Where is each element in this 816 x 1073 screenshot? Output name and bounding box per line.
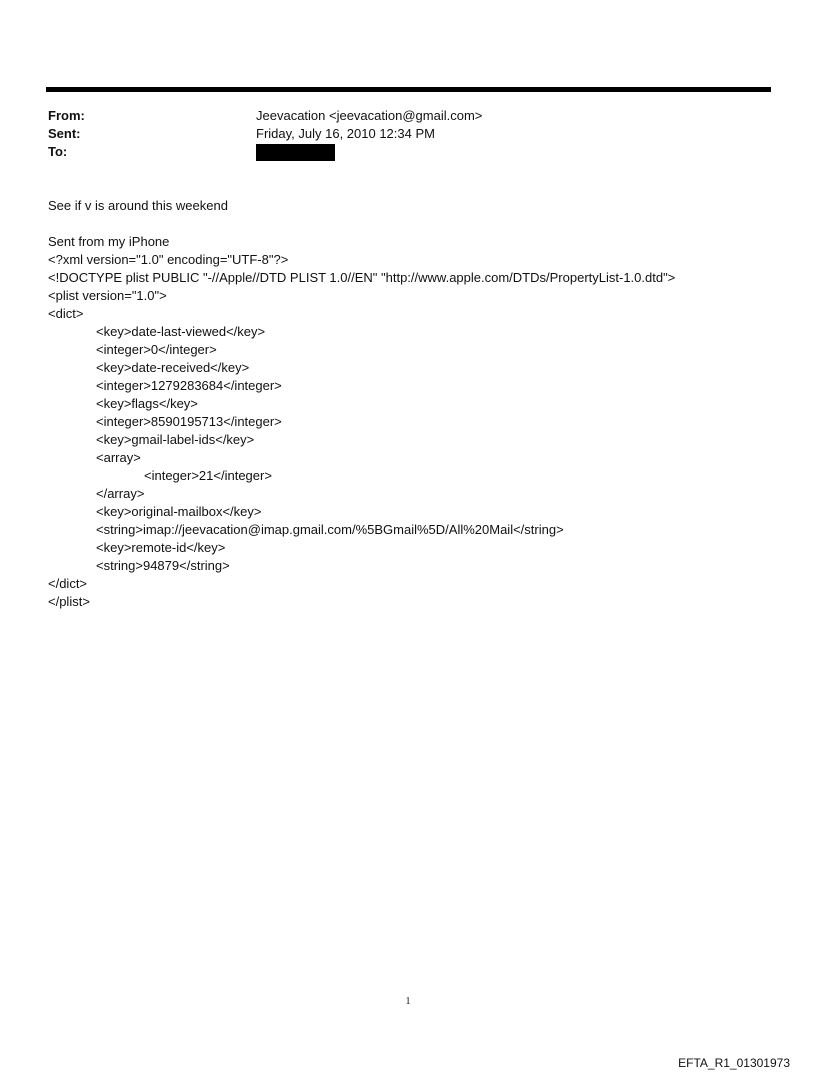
plist-line: <integer>21</integer>: [144, 468, 272, 483]
page-number: 1: [405, 996, 411, 1007]
plist-line: <dict>: [48, 306, 84, 321]
plist-line: <key>gmail-label-ids</key>: [96, 432, 255, 447]
plist-line: </array>: [96, 486, 145, 501]
plist-line: <?xml version="1.0" encoding="UTF-8"?>: [48, 252, 289, 267]
plist-line: <key>date-last-viewed</key>: [96, 324, 266, 339]
email-body: [48, 197, 788, 611]
plist-line: <integer>1279283684</integer>: [96, 378, 282, 393]
plist-line: <string>imap://jeevacation@imap.gmail.com/%5BGmail%5D/All%20Mail</string>: [96, 522, 564, 537]
email-header: [48, 107, 768, 161]
from-label: From:: [48, 108, 85, 123]
spacer: [48, 215, 788, 233]
plist-line: <integer>8590195713</integer>: [96, 414, 282, 429]
header-rule: [46, 87, 771, 92]
bates-number: EFTA_R1_01301973: [678, 1056, 790, 1070]
from-row: [48, 107, 768, 125]
to-row: [48, 143, 768, 161]
plist-line: <array>: [96, 450, 141, 465]
plist-line: <!DOCTYPE plist PUBLIC "-//Apple//DTD PLIST 1.0//EN" "http://www.apple.com/DTDs/PropertyList-1.0.dtd">: [48, 270, 676, 285]
message-text: See if v is around this weekend: [48, 198, 228, 213]
plist-line: </dict>: [48, 576, 88, 591]
plist-line: <key>flags</key>: [96, 396, 198, 411]
sent-row: [48, 125, 768, 143]
plist-line: <plist version="1.0">: [48, 288, 167, 303]
plist-line: <string>94879</string>: [96, 558, 230, 573]
plist-line: </plist>: [48, 594, 90, 609]
plist-line: <key>date-received</key>: [96, 360, 250, 375]
plist-line: <key>remote-id</key>: [96, 540, 226, 555]
to-label: To:: [48, 144, 68, 159]
sent-label: Sent:: [48, 126, 81, 141]
signature-text: Sent from my iPhone: [48, 234, 170, 249]
plist-line: <key>original-mailbox</key>: [96, 504, 262, 519]
plist-line: <integer>0</integer>: [96, 342, 217, 357]
redacted-recipient: [256, 144, 335, 161]
from-value: Jeevacation <jeevacation@gmail.com>: [256, 108, 483, 123]
sent-value: Friday, July 16, 2010 12:34 PM: [256, 126, 435, 141]
